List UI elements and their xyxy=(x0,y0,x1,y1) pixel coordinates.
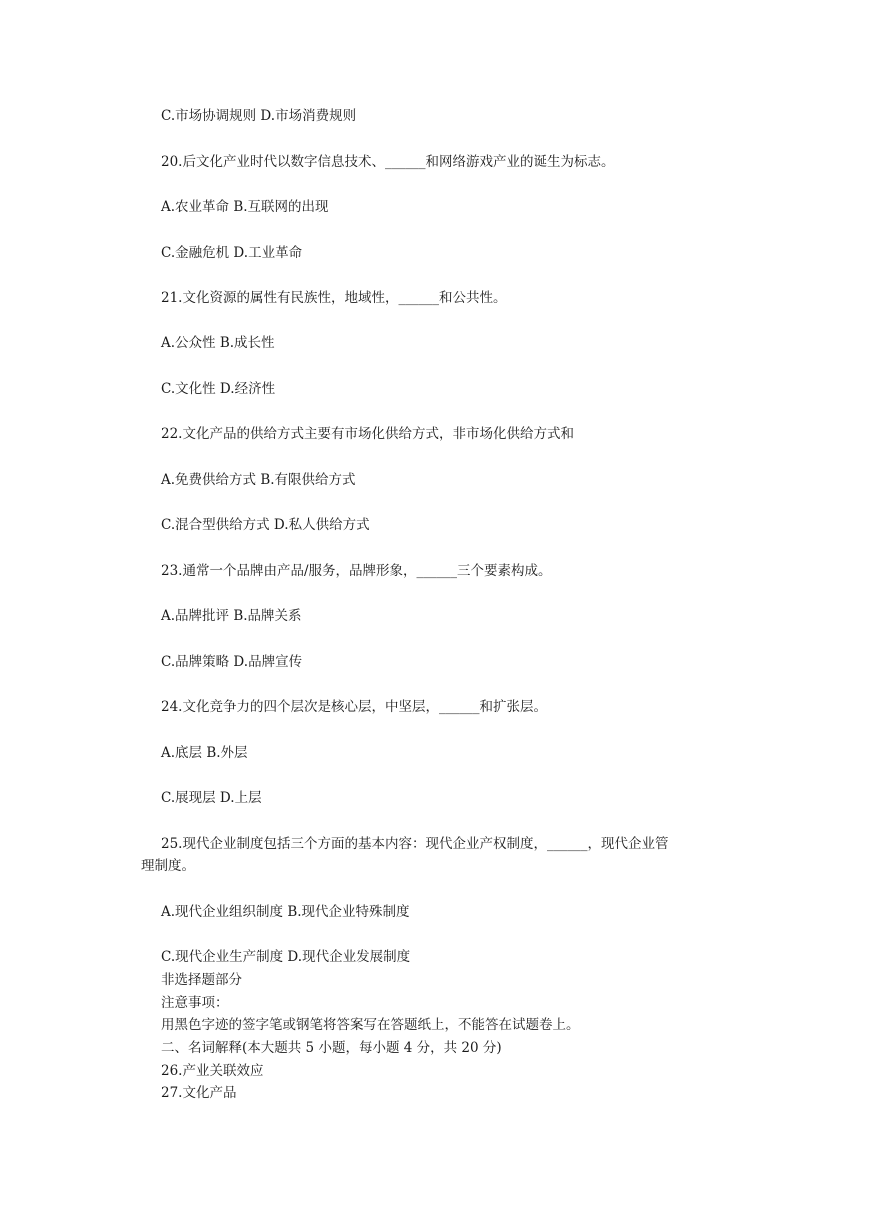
q27-term: 27.文化产品 xyxy=(161,1085,237,1101)
q26-term: 26.产业关联效应 xyxy=(161,1063,264,1079)
q20-options-cd: C.金融危机 D.工业革命 xyxy=(161,245,303,261)
q20-stem: 20.后文化产业时代以数字信息技术、______和网络游戏产业的诞生为标志。 xyxy=(161,154,615,170)
q21-options-cd: C.文化性 D.经济性 xyxy=(161,381,276,397)
q21-stem: 21.文化资源的属性有民族性，地域性，______和公共性。 xyxy=(161,290,507,306)
q22-stem: 22.文化产品的供给方式主要有市场化供给方式，非市场化供给方式和 xyxy=(161,426,574,442)
q24-options-cd: C.展现层 D.上层 xyxy=(161,790,262,806)
q24-options-ab: A.底层 B.外层 xyxy=(161,745,248,761)
section-title: 二、名词解释(本大题共 5 小题，每小题 4 分，共 20 分) xyxy=(161,1040,502,1056)
q19-options-cd: C.市场协调规则 D.市场消费规则 xyxy=(161,108,357,124)
q24-stem: 24.文化竞争力的四个层次是核心层，中坚层，______和扩张层。 xyxy=(161,699,547,715)
q25-stem-line2: 理制度。 xyxy=(141,858,195,874)
q22-options-cd: C.混合型供给方式 D.私人供给方式 xyxy=(161,517,370,533)
q23-options-cd: C.品牌策略 D.品牌宣传 xyxy=(161,654,303,670)
q25-options-cd: C.现代企业生产制度 D.现代企业发展制度 xyxy=(161,949,411,965)
q23-options-ab: A.品牌批评 B.品牌关系 xyxy=(161,608,302,624)
q22-options-ab: A.免费供给方式 B.有限供给方式 xyxy=(161,472,356,488)
q25-stem-line1: 25.现代企业制度包括三个方面的基本内容：现代企业产权制度，______，现代企业管 xyxy=(161,836,669,852)
q20-options-ab: A.农业革命 B.互联网的出现 xyxy=(161,199,329,215)
q21-options-ab: A.公众性 B.成长性 xyxy=(161,335,275,351)
part2-heading: 非选择题部分 xyxy=(161,972,242,988)
notice-text: 用黑色字迹的签字笔或钢笔将答案写在答题纸上，不能答在试题卷上。 xyxy=(161,1017,580,1033)
q23-stem: 23.通常一个品牌由产品/服务，品牌形象，______三个要素构成。 xyxy=(161,563,552,579)
notice-title: 注意事项： xyxy=(161,995,229,1011)
q25-options-ab: A.现代企业组织制度 B.现代企业特殊制度 xyxy=(161,904,410,920)
